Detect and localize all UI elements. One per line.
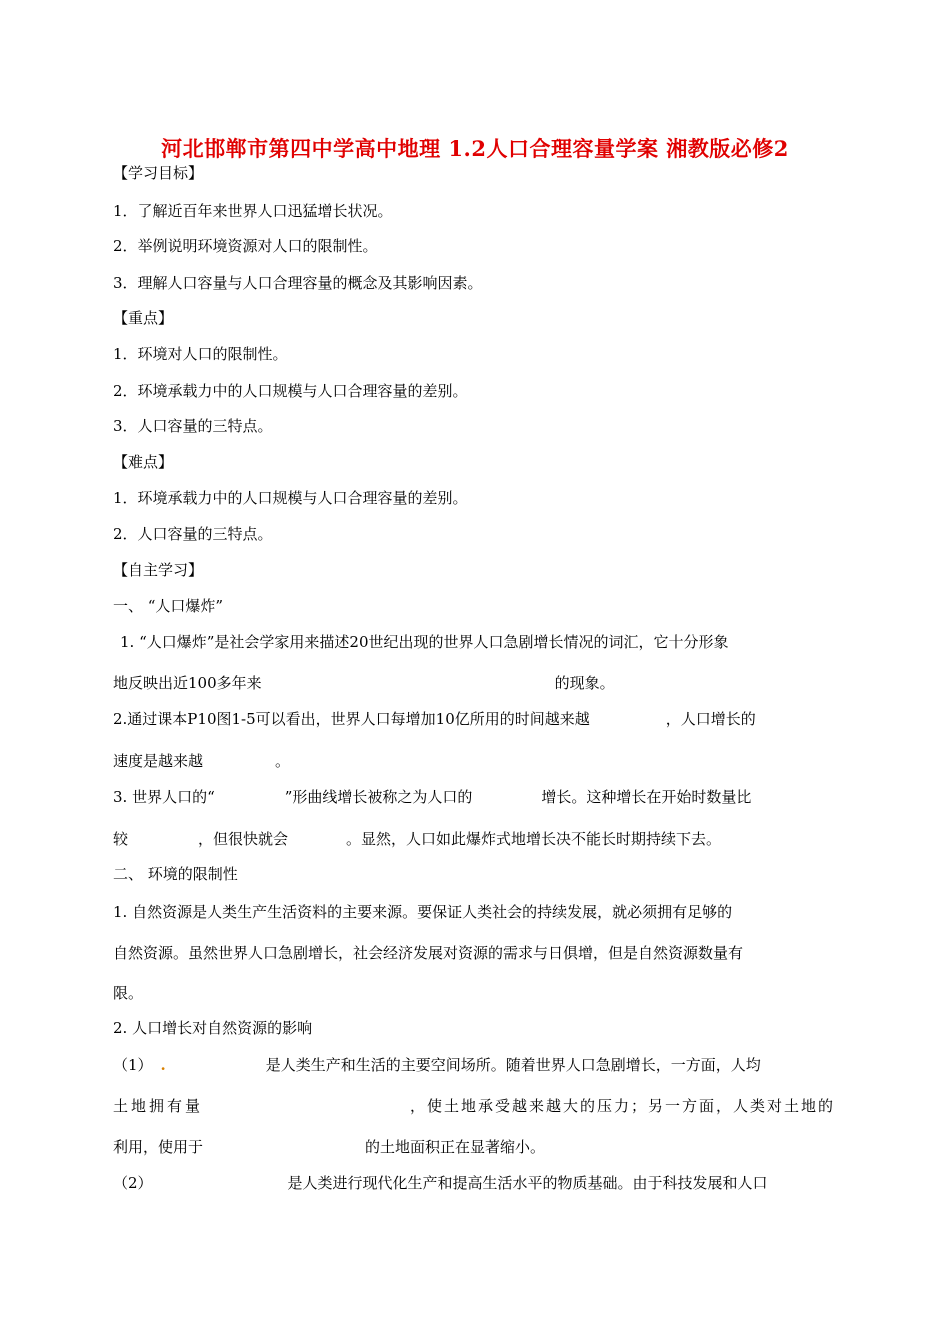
paragraph-text: ”形曲线增长被称之为人口的: [284, 788, 473, 806]
paragraph-line: [113, 673, 615, 693]
paragraph-text: 1. “人口爆炸”是社会学家用来描述20世纪出现的世界人口急剧增长情况的词汇，它十分形象: [120, 633, 729, 651]
paragraph-text: （2）: [113, 1174, 153, 1192]
paragraph-text: 的现象。: [554, 674, 615, 692]
paragraph-text: 的土地面积正在显著缩小。: [365, 1138, 546, 1156]
paragraph-line: 2. 人口增长对自然资源的影响: [113, 1019, 313, 1037]
paragraph-line: [113, 787, 751, 807]
goal-item: 1．了解近百年来世界人口迅猛增长状况。: [113, 202, 393, 220]
paragraph-text: 速度是越来越: [113, 752, 204, 770]
paragraph-text: 是人类进行现代化生产和提高生活水平的物质基础。由于科技发展和人口: [287, 1174, 768, 1192]
paragraph-text: ，使土地承受越来越大的压力；另一方面，人类对土地的: [409, 1097, 835, 1115]
paragraph-text: 1. 自然资源是人类生产生活资料的主要来源。要保证人类社会的持续发展，就必须拥有足够的: [113, 903, 733, 921]
paragraph-text: ，但很快就会: [198, 830, 289, 848]
paragraph-line: [120, 632, 835, 652]
paragraph-line: [113, 1055, 761, 1075]
paragraph-line: 限。: [113, 984, 144, 1002]
paragraph-text: 3. 世界人口的“: [113, 788, 215, 806]
paragraph-line: [113, 829, 721, 849]
paragraph-text: 自然资源。虽然世界人口急剧增长，社会经济发展对资源的需求与日俱增，但是自然资源数量有: [113, 944, 744, 962]
goals-heading: 【学习目标】: [113, 164, 204, 182]
goal-item: 2．举例说明环境资源对人口的限制性。: [113, 237, 378, 255]
paragraph-text: 土地拥有量: [113, 1097, 204, 1115]
paragraph-line: [113, 751, 290, 771]
paragraph-line: [113, 1137, 545, 1157]
page-title: 河北邯郸市第四中学高中地理 1.2人口合理容量学案 湘教版必修2: [161, 136, 789, 161]
section-heading: 二、 环境的限制性: [113, 865, 238, 883]
paragraph-line: [113, 1096, 835, 1116]
paragraph-text: 是人类生产和生活的主要空间场所。随着世界人口急剧增长，一方面，人均: [265, 1056, 761, 1074]
key-item: 1．环境对人口的限制性。: [113, 345, 288, 363]
difficulty-item: 2．人口容量的三特点。: [113, 525, 273, 543]
paragraph-text: （1）: [113, 1056, 153, 1074]
paragraph-text: 增长。这种增长在开始时数量比: [541, 788, 752, 806]
key-heading: 【重点】: [113, 309, 174, 327]
paragraph-text: 较: [113, 830, 129, 848]
paragraph-text: 利用，使用于: [113, 1138, 204, 1156]
paragraph-line: [113, 902, 835, 922]
paragraph-text: ，人口增长的: [665, 710, 756, 728]
paragraph-line: [113, 1173, 768, 1193]
paragraph-text: 地反映出近100多年来: [113, 674, 262, 692]
paragraph-text: 2.通过课本P10图1-5可以看出，世界人口每增加10亿所用的时间越来越: [113, 710, 590, 728]
paragraph-line: [113, 943, 835, 963]
paragraph-line: [113, 709, 756, 729]
key-item: 2．环境承载力中的人口规模与人口合理容量的差别。: [113, 382, 468, 400]
self-study-heading: 【自主学习】: [113, 561, 204, 579]
goal-item: 3．理解人口容量与人口合理容量的概念及其影响因素。: [113, 274, 483, 292]
marker-dot: .: [160, 1056, 166, 1074]
difficulty-heading: 【难点】: [113, 453, 174, 471]
paragraph-text: 。显然，人口如此爆炸式地增长决不能长时期持续下去。: [346, 830, 722, 848]
paragraph-text: 。: [275, 752, 291, 770]
section-heading: 一、 “人口爆炸”: [113, 597, 224, 615]
difficulty-item: 1．环境承载力中的人口规模与人口合理容量的差别。: [113, 489, 468, 507]
key-item: 3．人口容量的三特点。: [113, 417, 273, 435]
